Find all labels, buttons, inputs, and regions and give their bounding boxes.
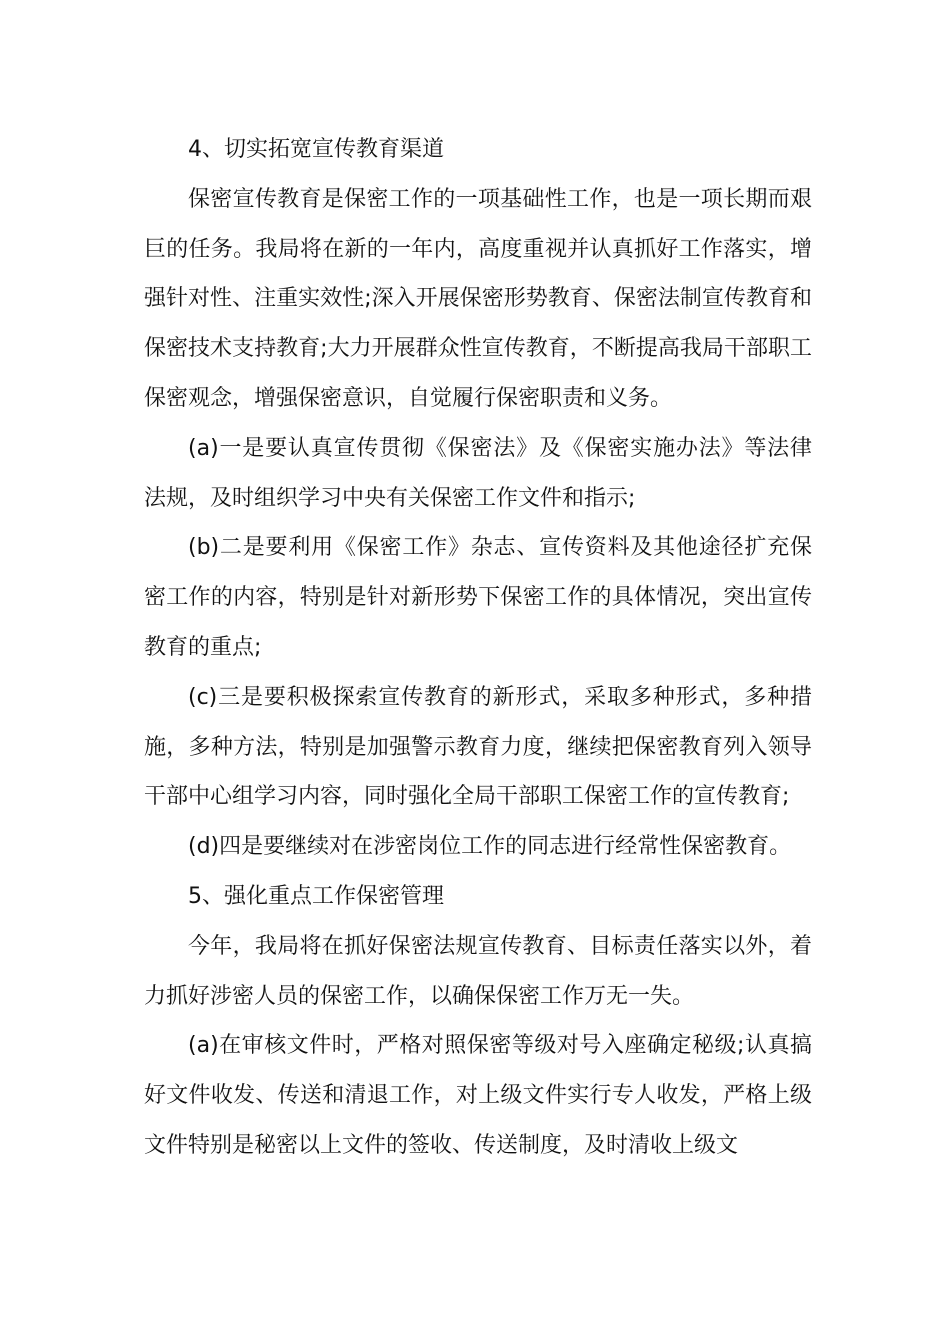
body-paragraph: 今年，我局将在抓好保密法规宣传教育、目标责任落实以外，着力抓好涉密人员的保密工作，以确保保密工作万无一失。 [144,933,812,1009]
list-item-d: (d)四是要继续对在涉密岗位工作的同志进行经常性保密教育。 [188,834,792,860]
section-heading-4: 4、切实拓宽宣传教育渠道 [188,137,444,162]
list-item-c: (c)三是要积极探索宣传教育的新形式，采取多种形式，多种措施，多种方法，特别是加强警示教育力度，继续把保密教育列入领导干部中心组学习内容，同时强化全局干部职工保密工作的宣传教育; [144,684,812,810]
document-body [144,125,812,1171]
list-item-b: (b)二是要利用《保密工作》杂志、宣传资料及其他途径扩充保密工作的内容，特别是针对新形势下保密工作的具体情况，突出宣传教育的重点; [144,535,812,660]
body-paragraph: 保密宣传教育是保密工作的一项基础性工作，也是一项长期而艰巨的任务。我局将在新的一年内，高度重视并认真抓好工作落实，增强针对性、注重实效性;深入开展保密形势教育、保密法制宣传教育和保密技术支持教育;大力开展群众性宣传教育，不断提高我局干部职工保密观念，增强保密意识，自觉履行保密职责和义务。 [144,186,812,411]
list-item-a: (a)一是要认真宣传贯彻《保密法》及《保密实施办法》等法律法规，及时组织学习中央有关保密工作文件和指示; [144,435,812,511]
section-heading-5: 5、强化重点工作保密管理 [188,883,444,909]
list-item-a: (a)在审核文件时，严格对照保密等级对号入座确定秘级;认真搞好文件收发、传送和清退工作，对上级文件实行专人收发，严格上级文件特别是秘密以上文件的签收、传送制度，及时清收上级文 [144,1033,812,1158]
